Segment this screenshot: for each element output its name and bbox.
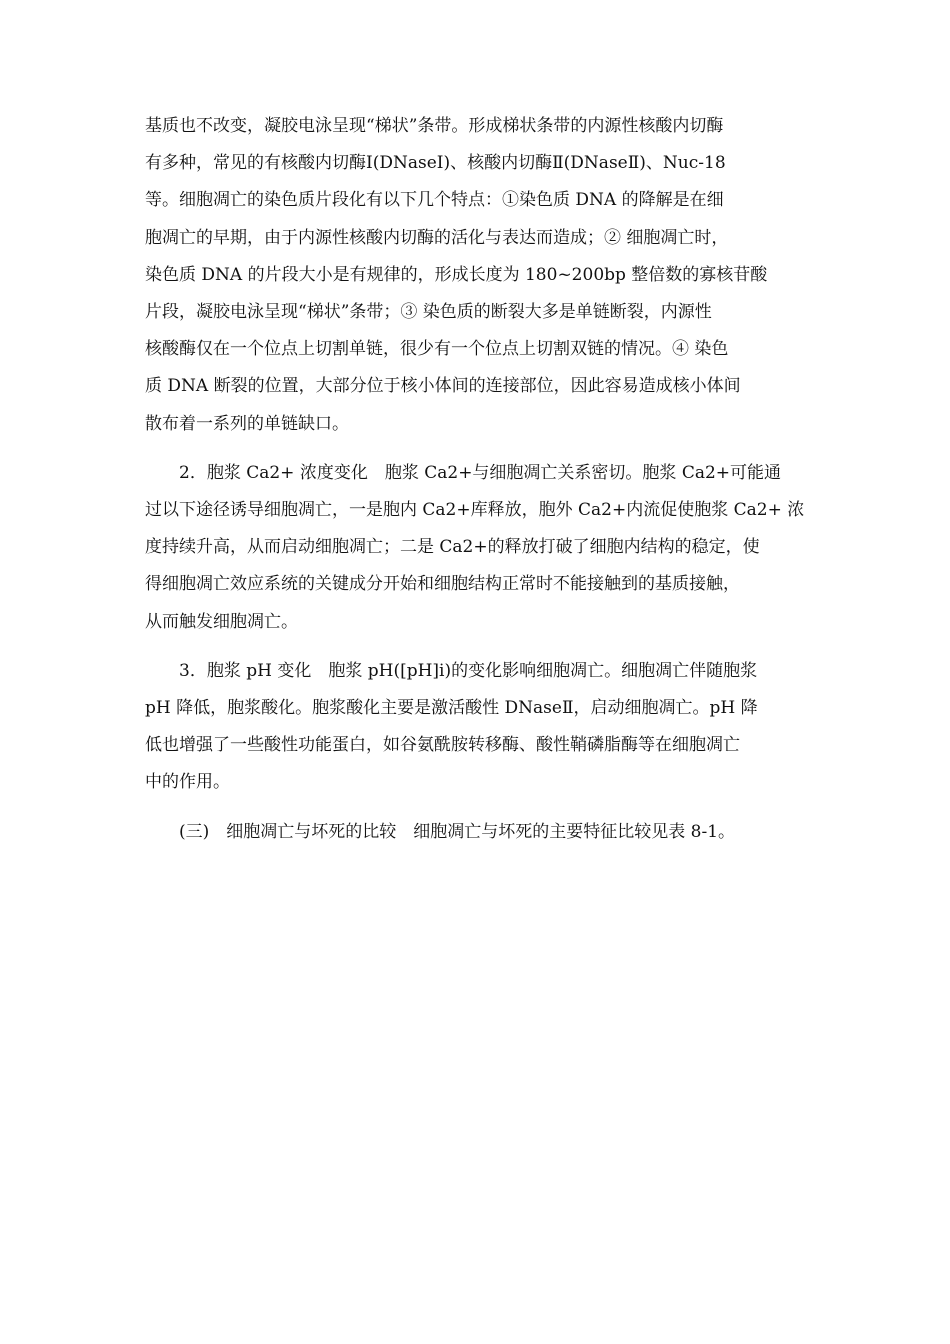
- body-text: [145, 108, 807, 851]
- text-line: 片段，凝胶电泳呈现“梯状”条带；③ 染色质的断裂大多是单链断裂，内源性: [145, 302, 712, 323]
- text-line: 核酸酶仅在一个位点上切割单链，很少有一个位点上切割双链的情况。④ 染色: [145, 339, 729, 360]
- text-line: 染色质 DNA 的片段大小是有规律的，形成长度为 180~200bp 整倍数的寡核苷酸: [145, 264, 768, 285]
- text-line: 有多种，常见的有核酸内切酶Ⅰ(DNaseⅠ)、核酸内切酶Ⅱ(DNaseⅡ)、Nuc-18: [145, 153, 726, 174]
- paragraph-1: [145, 108, 807, 443]
- text-line: 中的作用。: [145, 772, 230, 793]
- text-line: 得细胞凋亡效应系统的关键成分开始和细胞结构正常时不能接触到的基质接触，: [145, 574, 740, 595]
- text-line: 散布着一系列的单链缺口。: [145, 413, 349, 434]
- text-line: 质 DNA 断裂的位置，大部分位于核小体间的连接部位，因此容易造成核小体间: [145, 376, 741, 397]
- text-line: 基质也不改变，凝胶电泳呈现“梯状”条带。形成梯状条带的内源性核酸内切酶: [145, 116, 724, 136]
- paragraph-3: [145, 653, 807, 802]
- text-line: (三) 细胞凋亡与坏死的比较 细胞凋亡与坏死的主要特征比较见表 8-1。: [179, 821, 736, 842]
- text-line: 过以下途径诱导细胞凋亡，一是胞内 Ca2+库释放，胞外 Ca2+内流促使胞浆 Ca2+ 浓: [145, 500, 805, 521]
- text-line: 从而触发细胞凋亡。: [145, 611, 298, 632]
- text-line: 等。细胞凋亡的染色质片段化有以下几个特点：①染色质 DNA 的降解是在细: [145, 190, 724, 211]
- paragraph-2: [145, 455, 807, 641]
- paragraph-4: [145, 814, 807, 851]
- text-line: 3．胞浆 pH 变化 胞浆 pH([pH]i)的变化影响细胞凋亡。细胞凋亡伴随胞浆: [179, 660, 758, 681]
- text-line: 低也增强了一些酸性功能蛋白，如谷氨酰胺转移酶、酸性鞘磷脂酶等在细胞凋亡: [145, 735, 740, 756]
- text-line: 度持续升高，从而启动细胞凋亡；二是 Ca2+的释放打破了细胞内结构的稳定，使: [145, 537, 760, 558]
- text-line: 2．胞浆 Ca2+ 浓度变化 胞浆 Ca2+与细胞凋亡关系密切。胞浆 Ca2+可能通: [179, 462, 782, 483]
- text-line: pH 降低，胞浆酸化。胞浆酸化主要是激活酸性 DNaseⅡ，启动细胞凋亡。pH 降: [145, 698, 758, 719]
- text-line: 胞凋亡的早期，由于内源性核酸内切酶的活化与表达而造成；② 细胞凋亡时，: [145, 227, 729, 248]
